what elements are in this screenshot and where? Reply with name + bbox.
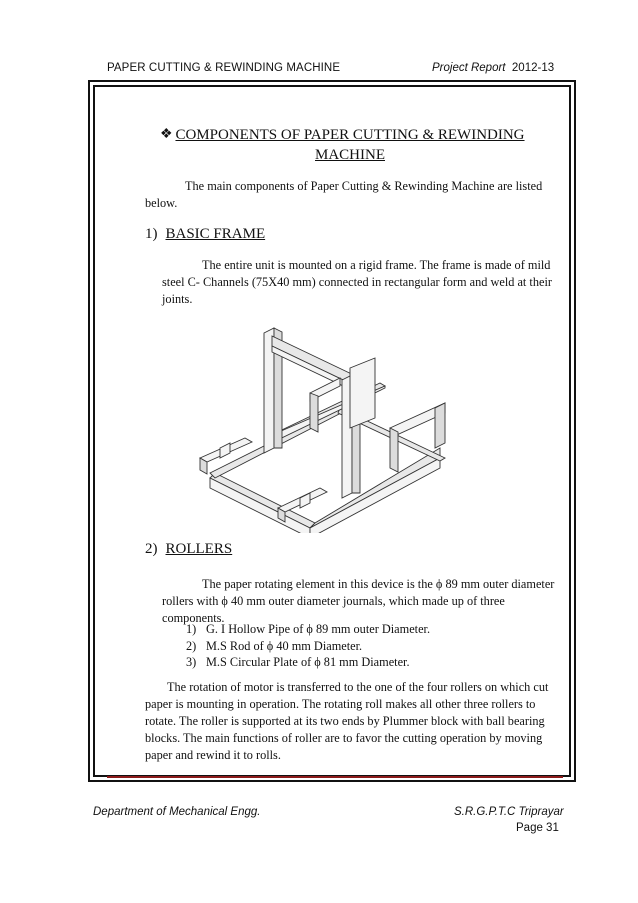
footer-rule — [107, 776, 563, 778]
roller-components-list — [186, 621, 430, 671]
basic-frame-drawing — [190, 318, 480, 533]
basic-frame-text: The entire unit is mounted on a rigid frame. The frame is made of mild steel C- Channels (75X40 mm) connected in rectangular form and weld at their joints. — [162, 258, 552, 306]
rollers-paragraph — [162, 576, 562, 627]
diamond-bullet-icon: ❖ — [160, 127, 173, 142]
section-basic-frame-title — [145, 226, 265, 243]
section-rollers-title — [145, 541, 232, 558]
header-project-label: Project Report — [432, 62, 506, 74]
intro-paragraph — [145, 178, 565, 212]
section-number: 2) — [145, 541, 158, 557]
rollers-function-text: The rotation of motor is transferred to the one of the four rollers on which cut paper is mounting in operation. The rotating roll makes all other three rollers to rotate. The roller is supported at its two ends by Plummer block with ball bearing blocks. The main functions of roller are to favor the cutting operation by moving paper and rewind it to rolls. — [145, 680, 549, 762]
header-year: 2012-13 — [511, 62, 555, 74]
heading-line1: COMPONENTS OF PAPER CUTTING & REWINDING — [175, 127, 525, 143]
section-number: 1) — [145, 226, 158, 242]
rollers-function-paragraph — [145, 679, 565, 764]
footer-department: Department of Mechanical Engg. — [93, 806, 261, 818]
heading-line2: MACHINE — [315, 147, 385, 163]
list-item: 3) M.S Circular Plate of ϕ 81 mm Diameter. — [186, 655, 410, 669]
list-item: 2) M.S Rod of ϕ 40 mm Diameter. — [186, 638, 363, 653]
footer-institution: S.R.G.P.T.C Triprayar — [454, 806, 564, 818]
section-label: BASIC FRAME — [165, 226, 266, 242]
section-heading — [150, 125, 550, 165]
list-item: 1) G. I Hollow Pipe of ϕ 89 mm outer Diameter. — [186, 622, 431, 636]
basic-frame-paragraph — [162, 257, 562, 308]
intro-text: The main components of Paper Cutting & Rewinding Machine are listed below. — [145, 179, 543, 210]
header-title: PAPER CUTTING & REWINDING MACHINE — [107, 62, 341, 74]
rollers-text: The paper rotating element in this device is the ϕ 89 mm outer diameter rollers with ϕ 40 mm outer diameter journals, which made up of three components. — [162, 577, 555, 625]
header-project — [432, 62, 554, 74]
section-label: ROLLERS — [165, 541, 233, 557]
page-number: Page 31 — [516, 822, 559, 834]
